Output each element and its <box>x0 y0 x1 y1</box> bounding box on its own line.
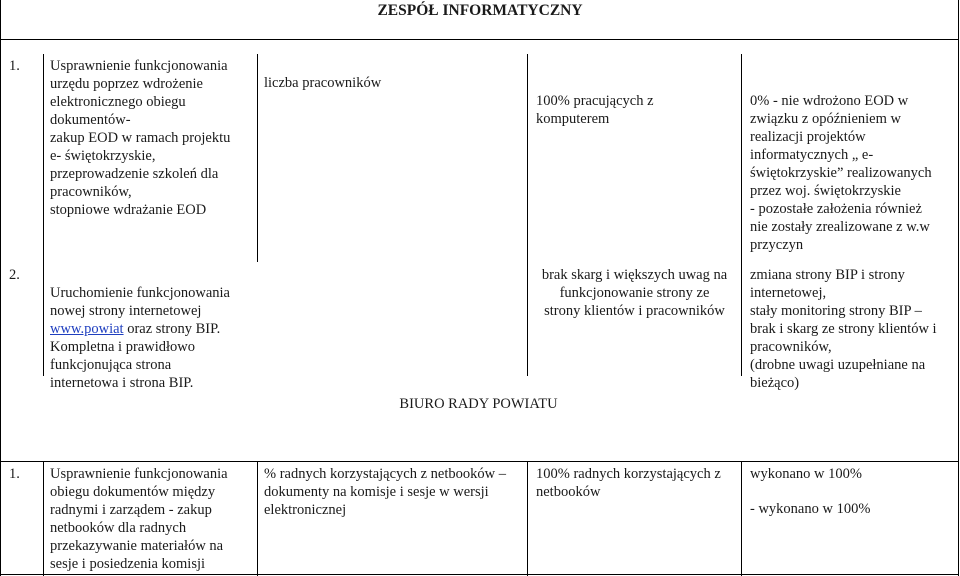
column-divider-2 <box>257 54 258 262</box>
table-border-bottom <box>0 574 959 575</box>
row-3-number: 1. <box>9 466 20 482</box>
row-2-task-link-suffix: oraz strony BIP. <box>123 321 221 337</box>
lower-column-divider-4 <box>741 461 742 576</box>
row-2-task-line-2: nowej strony internetowej <box>50 303 202 319</box>
column-divider-1 <box>43 54 44 376</box>
row-3-result-line-2: - wykonano w 100% <box>750 501 871 517</box>
row-2-task <box>50 266 255 392</box>
row-3-indicator: % radnych korzystających z netbooków – dokumenty na komisje i sesje w wersji elektronicznej <box>264 466 506 518</box>
row-1-target: 100% pracujących z komputerem <box>536 93 654 127</box>
row-2-task-line-1: Uruchomienie funkcjonowania <box>50 285 230 301</box>
row-2-result: zmiana strony BIP i strony internetowej, stały monitoring strony BIP – brak i skarg ze strony klientów i pracowników, (drobne uwagi uzupełniane na bieżąco) <box>750 267 937 391</box>
website-link[interactable]: www.powiat <box>50 321 124 337</box>
column-divider-4 <box>741 54 742 376</box>
table-border-right <box>958 0 959 576</box>
lower-column-divider-2 <box>257 461 258 576</box>
lower-column-divider-1 <box>43 461 44 576</box>
row-2-task-rest: Kompletna i prawidłowo funkcjonująca strona internetowa i strona BIP. <box>50 339 195 391</box>
row-3-target: 100% radnych korzystających z netbooków <box>536 466 721 500</box>
row-2-number: 2. <box>9 267 20 283</box>
row-3-result-line-1: wykonano w 100% <box>750 466 862 482</box>
row-1-task: Usprawnienie funkcjonowania urzędu poprzez wdrożenie elektronicznego obiegu dokumentów- zakup EOD w ramach projektu e- świętokrzyskie, przeprowadzenie szkoleń dla pracowników, stopniowe wdrażanie EOD <box>50 58 231 218</box>
row-1-indicator: liczba pracowników <box>264 75 382 91</box>
table-border-left <box>0 0 1 576</box>
row-3-task: Usprawnienie funkcjonowania obiegu dokumentów między radnymi i zarządem - zakup netbooków dla radnych przekazywanie materiałów na sesje i posiedzenia komisji <box>50 466 228 572</box>
document-title: ZESPÓŁ INFORMATYCZNY <box>377 2 583 19</box>
title-row-divider <box>0 39 959 40</box>
row-2-target: brak skarg i większych uwag na funkcjonowanie strony ze strony klientów i pracowników <box>541 267 728 319</box>
lower-column-divider-3 <box>527 461 528 576</box>
row-1-number: 1. <box>9 58 20 74</box>
column-divider-3 <box>527 54 528 376</box>
row-1-result: 0% - nie wdrożono EOD w związku z opóźnieniem w realizacji projektów informatycznych „ e- świętokrzyskie” realizowanych przez woj. świętokrzyskie - pozostałe założenia również nie zostały zrealizowane z w.w przyczyn <box>750 93 932 253</box>
section-divider <box>0 461 959 462</box>
section-label: BIURO RADY POWIATU <box>399 396 558 412</box>
